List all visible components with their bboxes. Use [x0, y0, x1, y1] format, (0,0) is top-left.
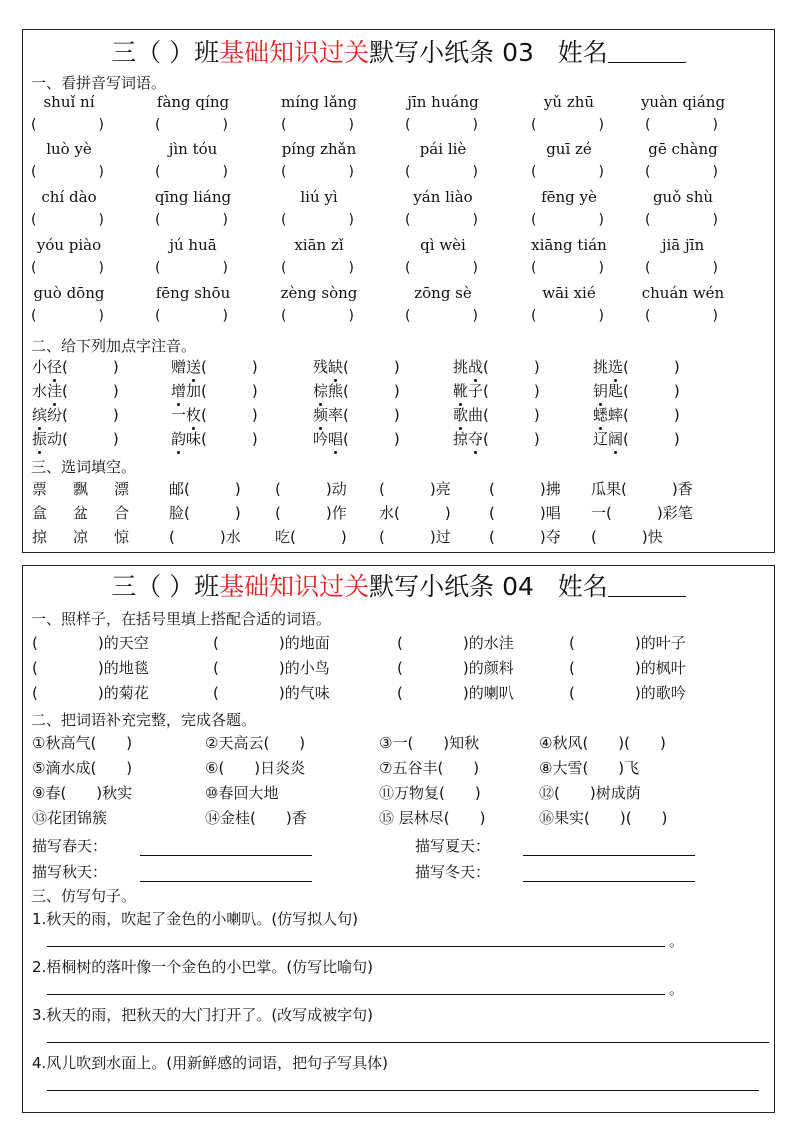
match-word: 的喇叭 — [468, 684, 514, 702]
match-item[interactable] — [397, 632, 514, 653]
answer-blank[interactable]: ( ) — [281, 164, 354, 180]
match-item[interactable] — [32, 657, 149, 678]
pinyin-blank[interactable]: ( ) — [201, 406, 258, 424]
fill-item[interactable]: ( )唱 — [489, 504, 561, 522]
choice-char: 漂 — [114, 480, 132, 498]
pinyin-text: jiā jīn — [661, 236, 705, 254]
choice-char: 合 — [114, 504, 132, 522]
idiom-item[interactable]: ⑥( )日炎炎 — [205, 759, 306, 777]
idiom-item[interactable]: ①秋高气( ) — [32, 734, 133, 752]
sentence-prompt: 3.秋天的雨，把秋天的大门打开了。(改写成被字句) — [32, 1006, 374, 1024]
pinyin-blank[interactable]: ( ) — [623, 382, 680, 400]
match-word: 的枫叶 — [640, 659, 686, 677]
word-char: 小 — [32, 358, 48, 376]
answer-blank[interactable]: ( ) — [397, 634, 469, 652]
zhuyin-item[interactable] — [453, 380, 540, 401]
pinyin-blank[interactable]: ( ) — [483, 430, 540, 448]
title-suffix: 默写小纸条 04 — [369, 572, 534, 601]
zhuyin-item[interactable] — [453, 428, 540, 449]
match-word: 的小鸟 — [284, 659, 330, 677]
match-word: 的叶子 — [640, 634, 686, 652]
idiom-item[interactable]: ②天高云( ) — [205, 734, 306, 752]
fill-item[interactable]: 吃( ) — [275, 528, 347, 546]
fill-item[interactable]: ( )过 — [379, 528, 451, 546]
answer-blank[interactable]: ( ) — [569, 684, 641, 702]
match-word: 的颜料 — [468, 659, 514, 677]
title-highlight: 基础知识过关 — [219, 38, 370, 67]
fill-item[interactable]: ( )水 — [169, 528, 241, 546]
dotted-char: 韵 — [171, 430, 187, 448]
name-blank[interactable] — [608, 572, 686, 597]
answer-blank[interactable]: ( ) — [645, 117, 718, 133]
section-heading: 二、把词语补充完整，完成各题。 — [31, 711, 257, 729]
match-item[interactable] — [569, 682, 686, 703]
sentence-answer-line[interactable] — [47, 1042, 769, 1043]
pinyin-text: yǔ zhū — [543, 93, 595, 111]
zhuyin-item[interactable] — [171, 380, 258, 401]
dotted-char: 振 — [32, 430, 48, 448]
zhuyin-item[interactable] — [32, 356, 119, 377]
answer-blank[interactable]: ( ) — [281, 117, 354, 133]
pinyin-text: guǒ shù — [652, 188, 714, 206]
section-heading: 三、选词填空。 — [31, 458, 137, 476]
section-heading: 一、照样子，在括号里填上搭配合适的词语。 — [31, 610, 332, 628]
name-label: 姓名 — [557, 572, 608, 601]
pinyin-text: jìn tóu — [168, 140, 218, 158]
pinyin-text: wāi xié — [542, 284, 596, 302]
word-char: 一 — [171, 406, 187, 424]
card-title — [23, 36, 774, 70]
answer-blank[interactable]: ( ) — [569, 659, 641, 677]
answer-blank[interactable]: ( ) — [31, 117, 104, 133]
answer-blank[interactable]: ( ) — [213, 659, 285, 677]
pinyin-blank[interactable]: ( ) — [201, 382, 258, 400]
choice-char: 盒 — [32, 504, 50, 522]
answer-blank[interactable]: ( ) — [32, 659, 104, 677]
pinyin-text: guò dōng — [33, 284, 105, 302]
word-char: 加 — [186, 382, 202, 400]
zhuyin-item[interactable] — [593, 404, 680, 425]
pinyin-blank[interactable]: ( ) — [62, 406, 119, 424]
zhuyin-item[interactable] — [171, 356, 258, 377]
choice-char: 盆 — [73, 504, 91, 522]
answer-blank[interactable]: ( ) — [405, 260, 478, 276]
match-item[interactable] — [32, 682, 149, 703]
dotted-char: 增 — [171, 382, 187, 400]
pinyin-text: gē chàng — [648, 140, 718, 158]
answer-blank[interactable]: ( ) — [155, 164, 228, 180]
describe-label: 描写秋天： — [32, 863, 108, 881]
answer-blank[interactable]: ( ) — [155, 212, 228, 228]
sentence-period: 。 — [669, 932, 685, 950]
fill-item[interactable]: ( )夺 — [489, 528, 561, 546]
answer-blank[interactable]: ( ) — [32, 684, 104, 702]
pinyin-text: jú huā — [169, 236, 217, 254]
pinyin-blank[interactable]: ( ) — [483, 406, 540, 424]
answer-blank[interactable]: ( ) — [31, 212, 104, 228]
idiom-item[interactable]: ④秋风( )( ) — [539, 734, 666, 752]
pinyin-text: míng lǎng — [280, 93, 358, 111]
zhuyin-item[interactable] — [313, 404, 400, 425]
pinyin-text: chí dào — [41, 188, 97, 206]
word-char: 赠 — [171, 358, 187, 376]
idiom-item[interactable]: ③一( )知秋 — [379, 734, 480, 752]
card-title — [23, 570, 774, 604]
match-word: 的气味 — [284, 684, 330, 702]
pinyin-blank[interactable]: ( ) — [483, 382, 540, 400]
zhuyin-item[interactable] — [32, 380, 119, 401]
word-char: 熊 — [328, 382, 344, 400]
fill-item[interactable]: ( )亮 — [379, 480, 451, 498]
word-char: 纷 — [47, 406, 63, 424]
pinyin-text: fēng shōu — [155, 284, 231, 302]
match-word: 的水洼 — [468, 634, 514, 652]
answer-blank[interactable]: ( ) — [531, 260, 604, 276]
answer-blank[interactable]: ( ) — [31, 260, 104, 276]
zhuyin-item[interactable] — [32, 428, 119, 449]
pinyin-text: jīn huáng — [407, 93, 479, 111]
dotted-char: 阔 — [608, 430, 624, 448]
match-item[interactable] — [397, 682, 514, 703]
idiom-item[interactable]: ⑤滴水成( ) — [32, 759, 133, 777]
describe-answer-line[interactable] — [140, 881, 312, 882]
answer-blank[interactable]: ( ) — [213, 684, 285, 702]
pinyin-text: pái liè — [419, 140, 467, 158]
idiom-item[interactable]: ⑨春( )秋实 — [32, 784, 133, 802]
word-char: 率 — [328, 406, 344, 424]
sentence-prompt: 4.风儿吹到水面上。(用新鲜感的词语，把句子写具体) — [32, 1054, 389, 1072]
zhuyin-item[interactable] — [593, 380, 680, 401]
dotted-char: 歌 — [453, 406, 469, 424]
dotted-char: 蟋 — [593, 406, 609, 424]
worksheet-card-04 — [22, 565, 775, 1113]
describe-answer-line[interactable] — [523, 881, 695, 882]
answer-blank[interactable]: ( ) — [531, 164, 604, 180]
pinyin-text: zōng sè — [414, 284, 472, 302]
worksheet-card-03 — [22, 29, 775, 553]
zhuyin-item[interactable] — [313, 380, 400, 401]
choice-char: 惊 — [114, 528, 132, 546]
answer-blank[interactable]: ( ) — [531, 308, 604, 324]
answer-blank[interactable]: ( ) — [155, 260, 228, 276]
answer-blank[interactable]: ( ) — [281, 260, 354, 276]
zhuyin-item[interactable] — [453, 356, 540, 377]
dotted-char: 棕 — [313, 382, 329, 400]
match-word: 的菊花 — [103, 684, 149, 702]
zhuyin-item[interactable] — [171, 428, 258, 449]
idiom-item[interactable]: ⑫( )树成荫 — [539, 784, 641, 802]
dotted-char: 径 — [47, 358, 63, 376]
fill-item[interactable]: 瓜果( )香 — [591, 480, 693, 498]
word-char: 子 — [468, 382, 484, 400]
fill-item[interactable]: ( )快 — [591, 528, 663, 546]
zhuyin-item[interactable] — [313, 356, 400, 377]
fill-item[interactable]: ( )拂 — [489, 480, 561, 498]
answer-blank[interactable]: ( ) — [405, 212, 478, 228]
fill-item[interactable]: 脸( ) — [169, 504, 241, 522]
match-word: 的天空 — [103, 634, 149, 652]
word-char: 曲 — [468, 406, 484, 424]
answer-blank[interactable]: ( ) — [155, 117, 228, 133]
dotted-char: 频 — [313, 406, 329, 424]
word-char: 味 — [186, 430, 202, 448]
idiom-item[interactable]: ⑭金桂( )香 — [205, 809, 307, 827]
describe-label: 描写冬天： — [415, 863, 491, 881]
pinyin-text: chuán wén — [641, 284, 725, 302]
fill-item[interactable]: 一( )彩笔 — [591, 504, 693, 522]
match-word: 的歌吟 — [640, 684, 686, 702]
describe-label: 描写春天： — [32, 837, 108, 855]
idiom-item[interactable]: ⑮ 层林尽( ) — [379, 809, 486, 827]
idiom-item[interactable]: ⑩春回大地 — [205, 784, 279, 802]
dotted-char: 洼 — [47, 382, 63, 400]
choice-char: 掠 — [32, 528, 50, 546]
fill-item[interactable]: 邮( ) — [169, 480, 241, 498]
pinyin-blank[interactable]: ( ) — [201, 430, 258, 448]
fill-item[interactable]: ( )动 — [275, 480, 347, 498]
pinyin-blank[interactable]: ( ) — [62, 382, 119, 400]
sentence-answer-line[interactable] — [47, 946, 665, 947]
match-item[interactable] — [569, 632, 686, 653]
dotted-char: 战 — [468, 358, 484, 376]
section-heading: 二、给下列加点字注音。 — [31, 337, 197, 355]
pinyin-text: xiāng tián — [531, 236, 607, 254]
answer-blank[interactable]: ( ) — [213, 634, 285, 652]
match-item[interactable] — [213, 657, 330, 678]
pinyin-blank[interactable]: ( ) — [343, 430, 400, 448]
zhuyin-item[interactable] — [593, 356, 680, 377]
title-highlight: 基础知识过关 — [219, 572, 370, 601]
pinyin-blank[interactable]: ( ) — [343, 382, 400, 400]
dotted-char: 靴 — [453, 382, 469, 400]
choice-char: 票 — [32, 480, 50, 498]
dotted-char: 缤 — [32, 406, 48, 424]
match-word: 的地毯 — [103, 659, 149, 677]
pinyin-text: píng zhǎn — [281, 140, 357, 158]
fill-item[interactable]: ( )作 — [275, 504, 347, 522]
pinyin-text: xiān zǐ — [294, 236, 344, 254]
answer-blank[interactable]: ( ) — [32, 634, 104, 652]
answer-blank[interactable]: ( ) — [281, 212, 354, 228]
word-char: 吟 — [313, 430, 329, 448]
answer-blank[interactable]: ( ) — [397, 684, 469, 702]
answer-blank[interactable]: ( ) — [645, 260, 718, 276]
pinyin-text: liú yì — [300, 188, 338, 206]
match-item[interactable] — [397, 657, 514, 678]
pinyin-blank[interactable]: ( ) — [623, 406, 680, 424]
answer-blank[interactable]: ( ) — [405, 308, 478, 324]
answer-blank[interactable]: ( ) — [645, 212, 718, 228]
pinyin-text: yuàn qiáng — [640, 93, 726, 111]
pinyin-blank[interactable]: ( ) — [623, 358, 680, 376]
describe-label: 描写夏天： — [415, 837, 491, 855]
answer-blank[interactable]: ( ) — [645, 164, 718, 180]
dotted-char: 钥 — [593, 382, 609, 400]
word-char: 挑 — [453, 358, 469, 376]
zhuyin-item[interactable] — [593, 428, 680, 449]
dotted-char: 唱 — [328, 430, 344, 448]
dotted-char: 选 — [608, 358, 624, 376]
choice-char: 飘 — [73, 480, 91, 498]
pinyin-text: qīng liáng — [154, 188, 232, 206]
match-word: 的地面 — [284, 634, 330, 652]
pinyin-blank[interactable]: ( ) — [623, 430, 680, 448]
word-char: 辽 — [593, 430, 609, 448]
match-item[interactable] — [213, 682, 330, 703]
pinyin-blank[interactable]: ( ) — [201, 358, 258, 376]
word-char: 动 — [47, 430, 63, 448]
idiom-item[interactable]: ⑯果实( )( ) — [539, 809, 668, 827]
answer-blank[interactable]: ( ) — [31, 164, 104, 180]
section-heading: 一、看拼音写词语。 — [31, 74, 167, 92]
answer-blank[interactable]: ( ) — [569, 634, 641, 652]
answer-blank[interactable]: ( ) — [531, 212, 604, 228]
answer-blank[interactable]: ( ) — [281, 308, 354, 324]
sentence-period: 。 — [669, 980, 685, 998]
answer-blank[interactable]: ( ) — [531, 117, 604, 133]
zhuyin-item[interactable] — [171, 404, 258, 425]
section-heading: 三、仿写句子。 — [31, 887, 137, 905]
pinyin-text: zèng sòng — [280, 284, 358, 302]
word-char: 水 — [32, 382, 48, 400]
title-class: 三（ ）班 — [111, 38, 220, 67]
word-char: 挑 — [593, 358, 609, 376]
name-blank[interactable] — [608, 38, 686, 63]
describe-answer-line[interactable] — [523, 855, 695, 856]
pinyin-blank[interactable]: ( ) — [62, 358, 119, 376]
dotted-char: 枚 — [186, 406, 202, 424]
answer-blank[interactable]: ( ) — [397, 659, 469, 677]
pinyin-text: yán liào — [413, 188, 473, 206]
match-item[interactable] — [32, 632, 149, 653]
dotted-char: 夺 — [468, 430, 484, 448]
zhuyin-item[interactable] — [32, 404, 119, 425]
idiom-item[interactable]: ⑧大雪( )飞 — [539, 759, 640, 777]
choice-char: 凉 — [73, 528, 91, 546]
pinyin-text: guī zé — [546, 140, 592, 158]
sentence-answer-line[interactable] — [47, 1090, 759, 1091]
name-label: 姓名 — [557, 38, 608, 67]
pinyin-text: luò yè — [46, 140, 92, 158]
fill-item[interactable]: 水( ) — [379, 504, 451, 522]
answer-blank[interactable]: ( ) — [405, 164, 478, 180]
sentence-prompt: 2.梧桐树的落叶像一个金色的小巴掌。(仿写比喻句) — [32, 958, 374, 976]
word-char: 匙 — [608, 382, 624, 400]
idiom-item[interactable]: ⑦五谷丰( ) — [379, 759, 480, 777]
pinyin-text: yóu piào — [36, 236, 102, 254]
idiom-item[interactable]: ⑪万物复( ) — [379, 784, 481, 802]
dotted-char: 缺 — [328, 358, 344, 376]
word-char: 掠 — [453, 430, 469, 448]
pinyin-text: fēng yè — [541, 188, 597, 206]
pinyin-text: fàng qíng — [156, 93, 230, 111]
match-item[interactable] — [569, 657, 686, 678]
pinyin-blank[interactable]: ( ) — [483, 358, 540, 376]
title-class: 三（ ）班 — [111, 572, 220, 601]
match-item[interactable] — [213, 632, 330, 653]
dotted-char: 送 — [186, 358, 202, 376]
answer-blank[interactable]: ( ) — [31, 308, 104, 324]
pinyin-blank[interactable]: ( ) — [343, 358, 400, 376]
pinyin-blank[interactable]: ( ) — [343, 406, 400, 424]
word-char: 蟀 — [608, 406, 624, 424]
word-char: 残 — [313, 358, 329, 376]
answer-blank[interactable]: ( ) — [405, 117, 478, 133]
answer-blank[interactable]: ( ) — [645, 308, 718, 324]
pinyin-blank[interactable]: ( ) — [62, 430, 119, 448]
describe-answer-line[interactable] — [140, 855, 312, 856]
idiom-item[interactable]: ⑬花团锦簇 — [32, 809, 108, 827]
title-suffix: 默写小纸条 03 — [369, 38, 534, 67]
pinyin-text: shuǐ ní — [43, 93, 95, 111]
zhuyin-item[interactable] — [453, 404, 540, 425]
sentence-answer-line[interactable] — [47, 994, 665, 995]
zhuyin-item[interactable] — [313, 428, 400, 449]
pinyin-text: qì wèi — [420, 236, 466, 254]
sentence-prompt: 1.秋天的雨，吹起了金色的小喇叭。(仿写拟人句) — [32, 910, 359, 928]
answer-blank[interactable]: ( ) — [155, 308, 228, 324]
